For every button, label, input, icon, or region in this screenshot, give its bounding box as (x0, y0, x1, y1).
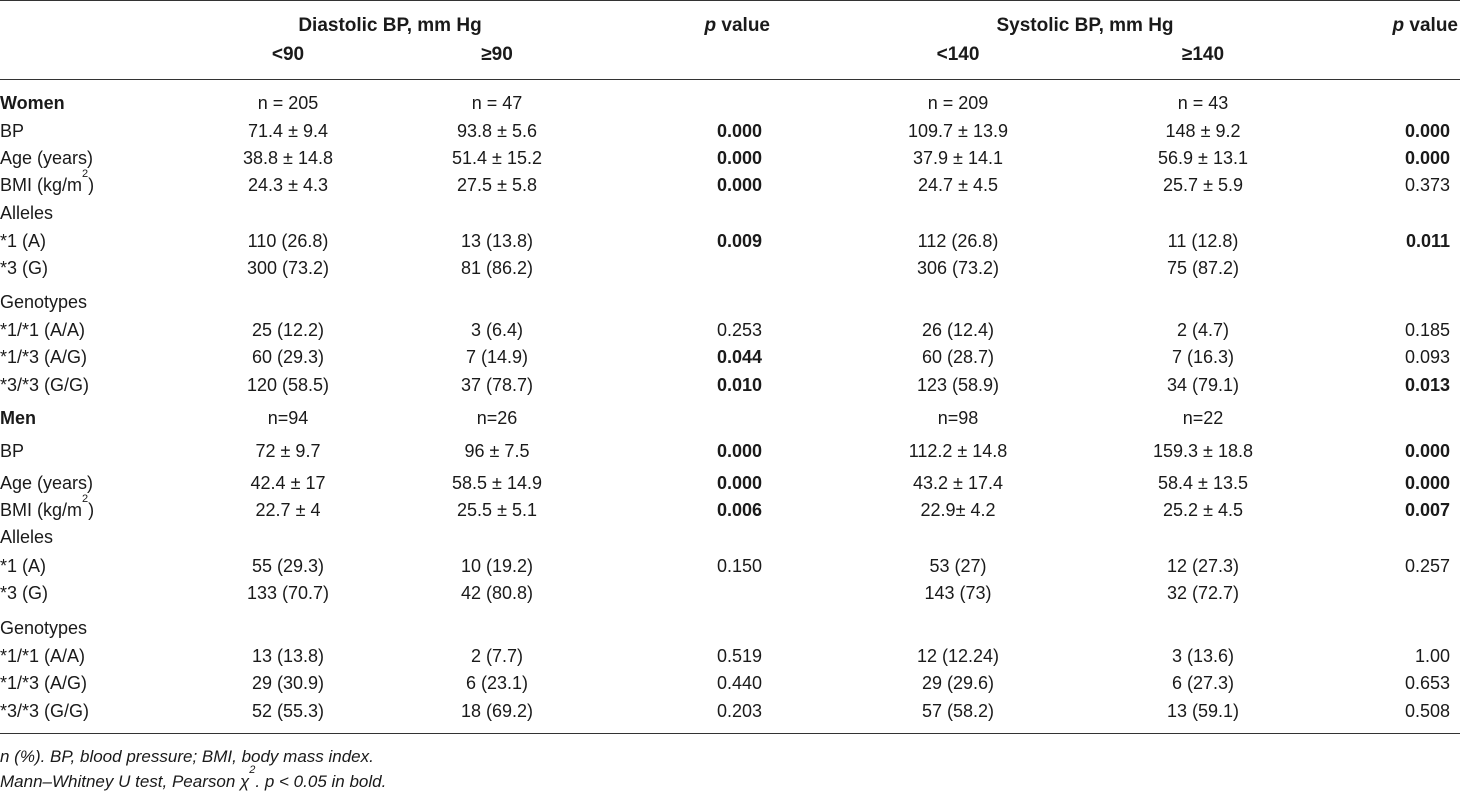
diastolic-p-cell: 0.519 (716, 646, 762, 666)
row-label: BP (0, 441, 25, 461)
row-label: *3/*3 (G/G) (0, 375, 90, 395)
diastolic-p-cell: 0.000 (716, 175, 762, 195)
diastolic-low-cell: n = 205 (257, 93, 319, 113)
diastolic-high-cell: 6 (23.1) (465, 673, 529, 693)
systolic-high-cell: 56.9 ± 13.1 (1158, 148, 1248, 168)
systolic-low-cell: n=98 (937, 408, 979, 428)
systolic-p-cell: 0.653 (1404, 673, 1450, 693)
systolic-p-cell: 0.508 (1404, 701, 1450, 721)
diastolic-p-cell: 0.203 (716, 701, 762, 721)
diastolic-low-cell: 55 (29.3) (251, 556, 325, 576)
footnote-abbreviations: n (%). BP, blood pressure; BMI, body mass index. (0, 747, 374, 766)
systolic-low-cell: 53 (27) (929, 556, 987, 576)
row-label: *1/*1 (A/A) (0, 646, 86, 666)
row-label: *1/*3 (A/G) (0, 347, 88, 367)
systolic-high-cell: 12 (27.3) (1166, 556, 1240, 576)
systolic-high-cell: 25.7 ± 5.9 (1163, 175, 1243, 195)
systolic-p-cell: 0.093 (1404, 347, 1450, 367)
diastolic-low-cell: 13 (13.8) (251, 646, 325, 666)
row-label: *1 (A) (0, 556, 47, 576)
diastolic-high-cell: 37 (78.7) (460, 375, 534, 395)
diastolic-p-cell: 0.150 (716, 556, 762, 576)
row-label: Age (years) (0, 473, 94, 493)
diastolic-low-cell: 42.4 ± 17 (250, 473, 326, 493)
diastolic-p-cell: 0.006 (716, 500, 762, 520)
row-label: Genotypes (0, 618, 88, 638)
diastolic-high-header: ≥90 (481, 44, 513, 65)
diastolic-p-cell: 0.000 (716, 473, 762, 493)
systolic-high-cell: 7 (16.3) (1171, 347, 1235, 367)
diastolic-low-cell: 72 ± 9.7 (255, 441, 321, 461)
diastolic-low-cell: 60 (29.3) (251, 347, 325, 367)
systolic-low-cell: 112.2 ± 14.8 (908, 441, 1008, 461)
bottom-rule (0, 733, 1460, 734)
systolic-low-cell: 123 (58.9) (916, 375, 1000, 395)
systolic-low-cell: 12 (12.24) (916, 646, 1000, 666)
systolic-p-cell: 0.007 (1404, 500, 1450, 520)
systolic-high-cell: 32 (72.7) (1166, 583, 1240, 603)
diastolic-p-cell: 0.044 (716, 347, 762, 367)
systolic-high-cell: 25.2 ± 4.5 (1163, 500, 1243, 520)
diastolic-high-cell: 10 (19.2) (460, 556, 534, 576)
diastolic-low-cell: 52 (55.3) (251, 701, 325, 721)
diastolic-p-cell: 0.010 (716, 375, 762, 395)
diastolic-low-cell: 133 (70.7) (246, 583, 330, 603)
row-label: Alleles (0, 203, 54, 223)
systolic-high-cell: 159.3 ± 18.8 (1153, 441, 1253, 461)
row-label: Women (0, 93, 65, 113)
diastolic-high-cell: 13 (13.8) (460, 231, 534, 251)
diastolic-high-cell: 51.4 ± 15.2 (452, 148, 542, 168)
systolic-low-cell: 143 (73) (924, 583, 992, 603)
systolic-low-cell: 60 (28.7) (921, 347, 995, 367)
systolic-p-cell: 0.011 (1405, 231, 1450, 251)
systolic-p-value-header: p value (1392, 15, 1458, 36)
systolic-p-cell: 0.257 (1404, 556, 1450, 576)
diastolic-p-cell: 0.009 (716, 231, 762, 251)
systolic-high-cell: n = 43 (1177, 93, 1229, 113)
systolic-low-cell: 29 (29.6) (921, 673, 995, 693)
diastolic-group-header: Diastolic BP, mm Hg (298, 15, 482, 36)
footnote-tests: Mann–Whitney U test, Pearson $\chi^2$. p < 0.05 in bold. (0, 764, 387, 791)
systolic-p-cell: 0.373 (1404, 175, 1450, 195)
row-label: Men (0, 408, 36, 428)
top-rule (0, 0, 1460, 1)
systolic-low-cell: 43.2 ± 17.4 (913, 473, 1003, 493)
systolic-low-header: <140 (936, 44, 980, 65)
diastolic-high-cell: n=26 (476, 408, 518, 428)
diastolic-high-cell: 42 (80.8) (460, 583, 534, 603)
systolic-high-cell: 34 (79.1) (1166, 375, 1240, 395)
diastolic-p-cell: 0.253 (716, 320, 762, 340)
systolic-high-cell: 13 (59.1) (1166, 701, 1240, 721)
row-label: *1/*1 (A/A) (0, 320, 86, 340)
diastolic-high-cell: 2 (7.7) (470, 646, 524, 666)
row-label: BMI $(kg/m^2)$ (0, 168, 95, 195)
diastolic-low-cell: n=94 (267, 408, 309, 428)
diastolic-p-value-header: p value (704, 15, 770, 36)
diastolic-low-cell: 110 (26.8) (247, 231, 329, 251)
systolic-high-cell: 11 (12.8) (1167, 231, 1239, 251)
systolic-high-cell: 148 ± 9.2 (1165, 121, 1241, 141)
diastolic-high-cell: 7 (14.9) (465, 347, 529, 367)
diastolic-p-cell: 0.440 (716, 673, 762, 693)
systolic-high-header: ≥140 (1181, 44, 1225, 65)
diastolic-high-cell: 96 ± 7.5 (464, 441, 530, 461)
diastolic-low-cell: 25 (12.2) (251, 320, 325, 340)
diastolic-high-cell: n = 47 (471, 93, 523, 113)
diastolic-low-header: <90 (271, 44, 305, 65)
systolic-group-header: Systolic BP, mm Hg (996, 15, 1174, 36)
systolic-high-cell: 6 (27.3) (1171, 673, 1235, 693)
row-label: Age (years) (0, 148, 94, 168)
systolic-low-cell: 26 (12.4) (921, 320, 995, 340)
systolic-low-cell: 306 (73.2) (916, 258, 1000, 278)
diastolic-high-cell: 18 (69.2) (460, 701, 534, 721)
row-label: BP (0, 121, 25, 141)
diastolic-low-cell: 300 (73.2) (246, 258, 330, 278)
diastolic-high-cell: 25.5 ± 5.1 (457, 500, 537, 520)
systolic-high-cell: 75 (87.2) (1166, 258, 1240, 278)
row-label: *3 (G) (0, 583, 49, 603)
diastolic-low-cell: 120 (58.5) (246, 375, 330, 395)
systolic-high-cell: 58.4 ± 13.5 (1158, 473, 1248, 493)
diastolic-low-cell: 22.7 ± 4 (255, 500, 321, 520)
systolic-p-cell: 0.185 (1404, 320, 1450, 340)
diastolic-high-cell: 93.8 ± 5.6 (457, 121, 537, 141)
diastolic-low-cell: 29 (30.9) (251, 673, 325, 693)
diastolic-high-cell: 3 (6.4) (470, 320, 524, 340)
diastolic-high-cell: 81 (86.2) (460, 258, 534, 278)
systolic-p-cell: 1.00 (1414, 646, 1450, 666)
systolic-low-cell: 112 (26.8) (917, 231, 999, 251)
header-rule (0, 79, 1460, 80)
systolic-p-cell: 0.000 (1404, 121, 1450, 141)
diastolic-p-cell: 0.000 (716, 441, 762, 461)
row-label: *1 (A) (0, 231, 47, 251)
row-label: Alleles (0, 527, 54, 547)
systolic-p-cell: 0.000 (1404, 473, 1450, 493)
diastolic-high-cell: 27.5 ± 5.8 (457, 175, 537, 195)
systolic-low-cell: 37.9 ± 14.1 (913, 148, 1003, 168)
diastolic-low-cell: 24.3 ± 4.3 (248, 175, 328, 195)
row-label: *1/*3 (A/G) (0, 673, 88, 693)
row-label: *3 (G) (0, 258, 49, 278)
diastolic-p-cell: 0.000 (716, 148, 762, 168)
systolic-low-cell: n = 209 (927, 93, 989, 113)
systolic-low-cell: 109.7 ± 13.9 (908, 121, 1008, 141)
diastolic-p-cell: 0.000 (716, 121, 762, 141)
systolic-high-cell: n=22 (1182, 408, 1224, 428)
systolic-low-cell: 57 (58.2) (921, 701, 995, 721)
diastolic-low-cell: 38.8 ± 14.8 (243, 148, 333, 168)
systolic-high-cell: 2 (4.7) (1176, 320, 1230, 340)
systolic-p-cell: 0.013 (1404, 375, 1450, 395)
row-label: BMI $(kg/m^2)$ (0, 493, 95, 520)
systolic-low-cell: 22.9± 4.2 (920, 500, 996, 520)
row-label: *3/*3 (G/G) (0, 701, 90, 721)
systolic-high-cell: 3 (13.6) (1171, 646, 1235, 666)
systolic-p-cell: 0.000 (1404, 148, 1450, 168)
systolic-low-cell: 24.7 ± 4.5 (918, 175, 998, 195)
diastolic-low-cell: 71.4 ± 9.4 (248, 121, 328, 141)
row-label: Genotypes (0, 292, 88, 312)
systolic-p-cell: 0.000 (1404, 441, 1450, 461)
diastolic-high-cell: 58.5 ± 14.9 (452, 473, 542, 493)
